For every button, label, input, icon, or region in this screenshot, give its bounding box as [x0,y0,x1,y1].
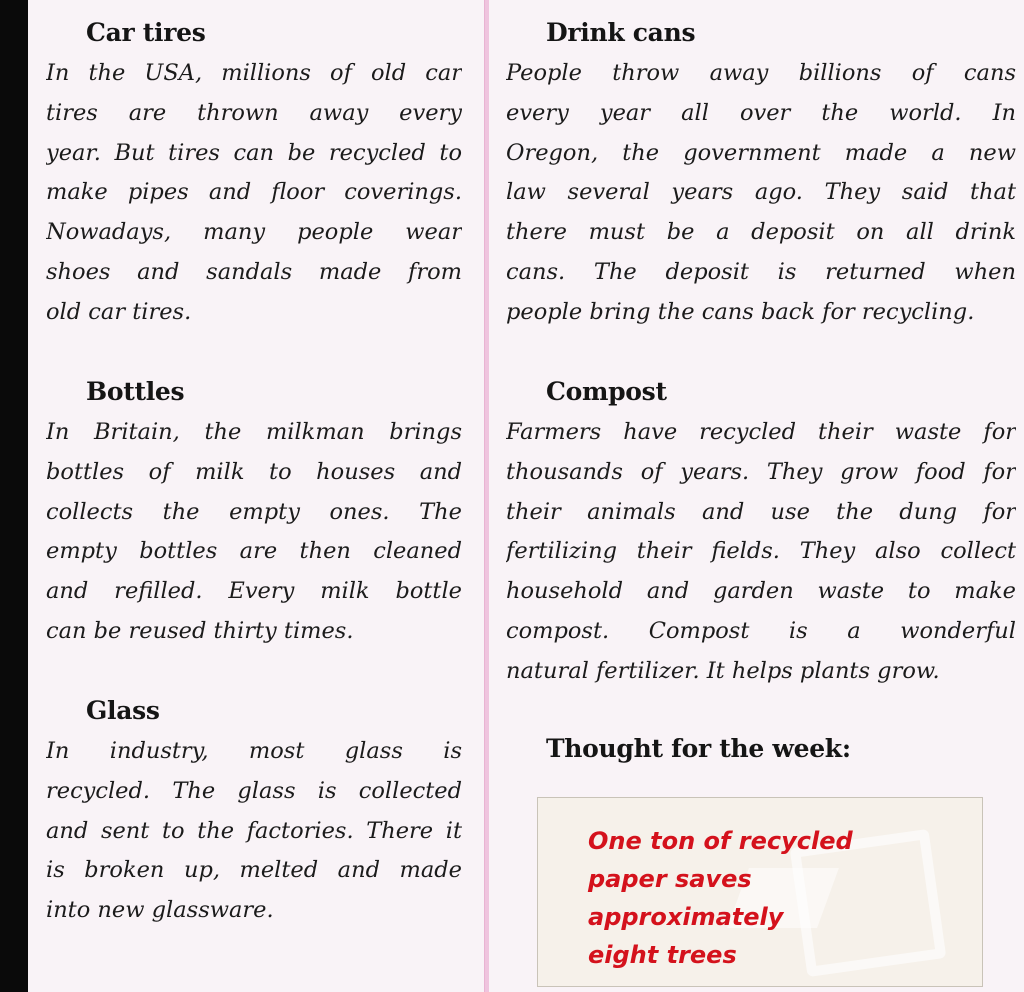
text-line: In the USA, millions of old car [46,60,462,86]
text-line: In Britain, the milkman brings [46,419,462,445]
thought-box [537,797,983,987]
text-line: recycled. The glass is collected [46,777,462,804]
text-line: In industry, most glass is [46,738,462,764]
text-line: old car tires. [46,298,192,325]
paragraph-glass [46,732,462,931]
quote-line: approximately [588,903,784,931]
text-line: bottles of milk to houses and [46,458,462,485]
heading-thought-for-the-week: Thought for the week: [546,734,851,763]
text-line: household and garden waste to make [506,578,1016,605]
paragraph-bottles [46,413,462,652]
text-line: People throw away billions of cans [506,60,1016,86]
text-line: shoes and sandals made from [46,258,462,285]
text-line: cans. The deposit is returned when [506,258,1016,285]
text-line: is broken up, melted and made [46,857,462,884]
heading-glass: Glass [86,696,160,725]
text-line: into new glassware. [46,897,274,924]
quote-line: One ton of recycled [588,827,853,855]
text-line: collects the empty ones. The [46,498,462,525]
left-edge-bar [0,0,28,992]
text-line: every year all over the world. In [506,99,1016,126]
quote-line: eight trees [588,941,737,969]
text-line: Farmers have recycled their waste for [506,419,1016,445]
thought-quote [588,822,853,974]
text-line: can be reused thirty times. [46,617,354,644]
text-line: thousands of years. They grow food for [506,458,1016,485]
heading-bottles: Bottles [86,377,185,406]
text-line: fertilizing their fields. They also collect [506,538,1016,565]
text-line: natural fertilizer. It helps plants grow. [506,657,940,684]
text-line: there must be a deposit on all drink [506,219,1016,246]
text-line: law several years ago. They said that [506,179,1016,206]
paragraph-car-tires [46,54,462,333]
heading-compost: Compost [546,377,667,406]
text-line: empty bottles are then cleaned [46,538,462,565]
text-line: Oregon, the government made a new [506,139,1016,166]
heading-car-tires: Car tires [86,18,206,47]
text-line: year. But tires can be recycled to [46,139,462,166]
heading-drink-cans: Drink cans [546,18,696,47]
column-divider [484,0,489,992]
text-line: and sent to the factories. There it [46,817,462,844]
quote-line: paper saves [588,865,752,893]
text-line: compost. Compost is a wonderful [506,617,1016,644]
text-line: their animals and use the dung for [506,498,1016,525]
paragraph-compost [506,413,1016,692]
text-line: people bring the cans back for recycling. [506,298,975,325]
text-line: tires are thrown away every [46,99,462,126]
text-line: make pipes and floor coverings. [46,179,462,206]
text-line: and refilled. Every milk bottle [46,578,462,605]
paragraph-drink-cans [506,54,1016,333]
text-line: Nowadays, many people wear [46,219,462,246]
